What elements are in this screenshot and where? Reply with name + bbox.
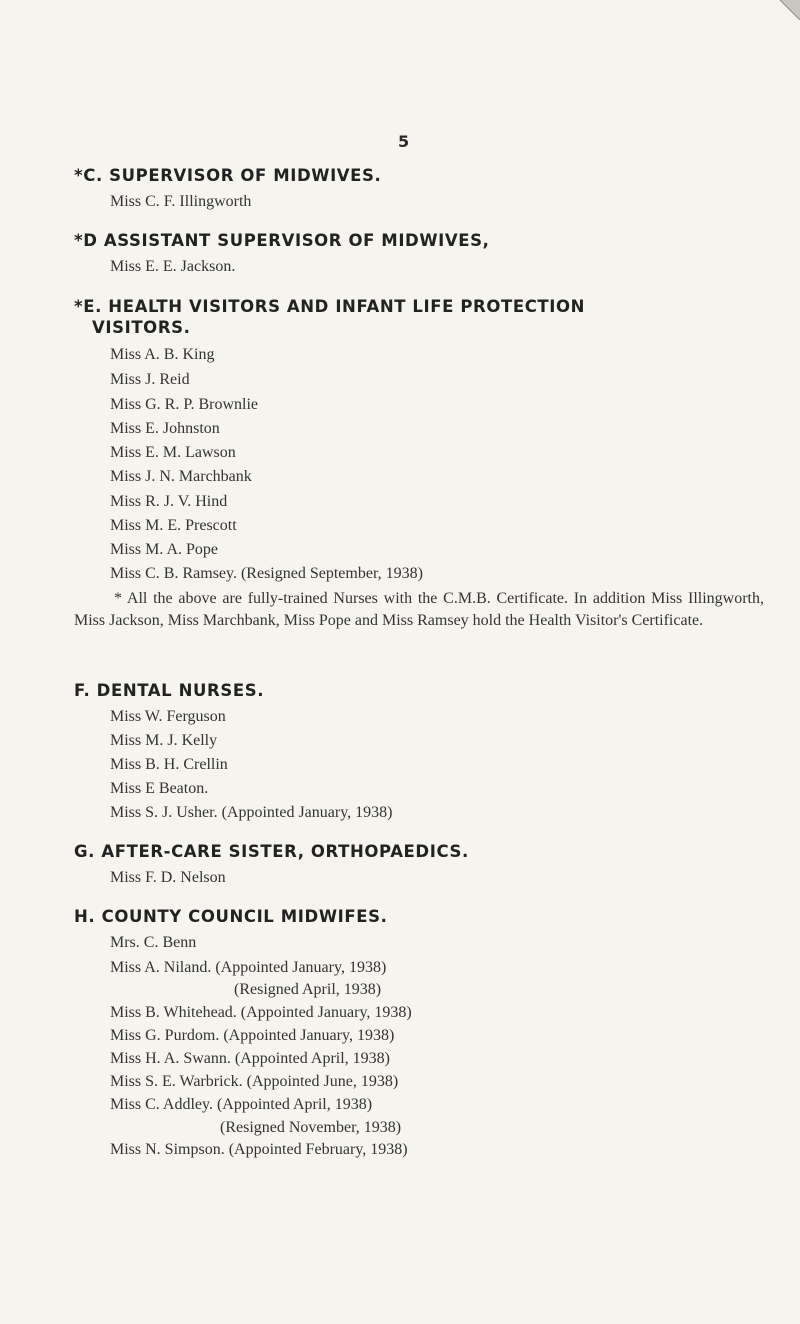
section-f-line: Miss W. Ferguson [110,708,226,725]
section-h-line: Miss A. Niland. (Appointed January, 1938) [110,959,387,976]
section-h-line: Miss C. Addley. (Appointed April, 1938) [110,1096,373,1113]
section-e-line: Miss G. R. P. Brownlie [110,396,259,413]
section-d-heading: *D ASSISTANT SUPERVISOR OF MIDWIVES, [74,231,490,250]
section-f-line: Miss B. H. Crellin [110,756,228,773]
section-e-line: Miss E. M. Lawson [110,444,236,461]
section-e-line: Miss J. Reid [110,371,190,388]
section-h-line: Miss S. E. Warbrick. (Appointed June, 1938) [110,1073,399,1090]
section-e-note: * All the above are fully-trained Nurses with the C.M.B. Certificate. In addition Miss Illingworth, Miss Jackson, Miss Marchbank, Miss Pope and Miss Ramsey hold the Health Visitor's Certificate. [74,590,764,629]
section-c-heading: *C. SUPERVISOR OF MIDWIVES. [74,166,382,185]
page-corner-fold [770,0,800,20]
section-h-line: Miss H. A. Swann. (Appointed April, 1938) [110,1050,390,1067]
section-e-line: Miss C. B. Ramsey. (Resigned September, 1938) [110,565,423,582]
section-h-line: (Resigned April, 1938) [234,981,382,998]
section-f-line: Miss E Beaton. [110,780,209,797]
section-e-line: Miss J. N. Marchbank [110,468,252,485]
section-f-line: Miss S. J. Usher. (Appointed January, 1938) [110,804,393,821]
section-e-heading-continued: VISITORS. [92,318,191,337]
section-f-line: Miss M. J. Kelly [110,732,218,749]
section-e-line: Miss R. J. V. Hind [110,493,228,510]
section-h-line: (Resigned November, 1938) [220,1119,402,1136]
section-e-line: Miss A. B. King [110,346,215,363]
section-e-line: Miss M. A. Pope [110,541,219,558]
section-f-heading: F. DENTAL NURSES. [74,681,265,700]
section-c-line: Miss C. F. Illingworth [110,193,252,210]
section-h-line: Miss G. Purdom. (Appointed January, 1938) [110,1027,395,1044]
section-e-line: Miss M. E. Prescott [110,517,237,534]
section-h-heading: H. COUNTY COUNCIL MIDWIFES. [74,907,388,926]
section-e-heading: *E. HEALTH VISITORS AND INFANT LIFE PROTECTION [74,297,586,316]
section-h-line: Mrs. C. Benn [110,934,197,951]
section-h-line: Miss N. Simpson. (Appointed February, 1938) [110,1141,408,1158]
section-g-heading: G. AFTER-CARE SISTER, ORTHOPAEDICS. [74,842,469,861]
section-e-line: Miss E. Johnston [110,420,220,437]
section-h-line: Miss B. Whitehead. (Appointed January, 1938) [110,1004,412,1021]
section-d-line: Miss E. E. Jackson. [110,258,236,275]
section-g-line: Miss F. D. Nelson [110,869,226,886]
page-number: 5 [398,132,410,151]
